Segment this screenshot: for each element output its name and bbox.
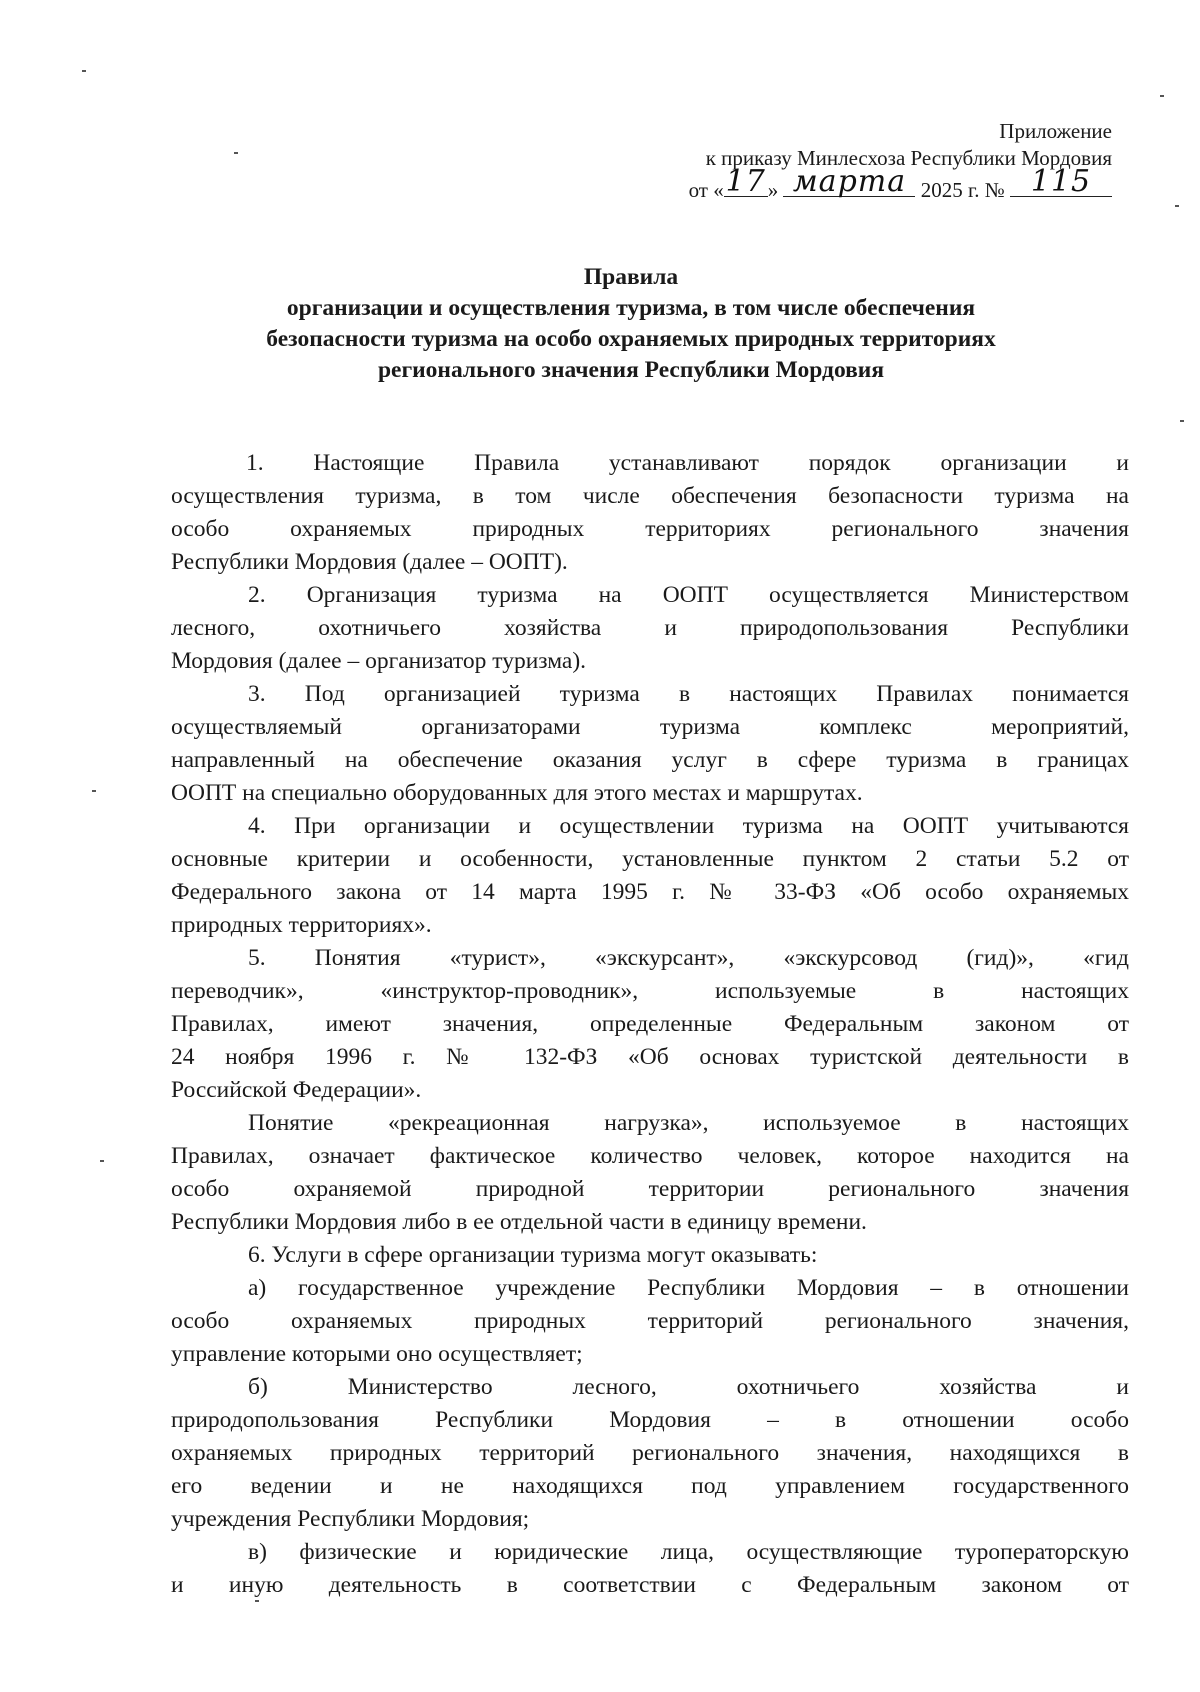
scan-speck <box>255 1600 259 1602</box>
date-month-field <box>783 164 915 199</box>
paragraph-line: его ведении и не находящихся под управлением государственного <box>171 1473 1129 1499</box>
paragraph-line: охраняемых природных территорий регионального значения, находящихся в <box>171 1440 1129 1466</box>
paragraph-line: в) физические и юридические лица, осуществляющие туроператорскую <box>248 1539 1129 1565</box>
date-mid: » <box>767 178 779 202</box>
scan-speck <box>234 152 238 154</box>
paragraph-line: переводчик», «инструктор-проводник», используемые в настоящих <box>171 978 1129 1004</box>
handwritten-day: 17 <box>725 164 766 199</box>
order-number-field <box>1010 164 1112 199</box>
paragraph-line: Правилах, означает фактическое количество человек, которое находится на <box>171 1143 1129 1169</box>
paragraph-line: 5. Понятия «турист», «экскурсант», «экскурсовод (гид)», «гид <box>248 945 1129 971</box>
paragraph-line: осуществляемый организаторами туризма комплекс мероприятий, <box>171 714 1129 740</box>
paragraph-line: особо охраняемой природной территории регионального значения <box>171 1176 1129 1202</box>
paragraph-line: Понятие «рекреационная нагрузка», используемое в настоящих <box>248 1110 1129 1136</box>
paragraph-line: лесного, охотничьего хозяйства и природопользования Республики <box>171 615 1129 641</box>
date-year: 2025 г. № <box>920 178 1005 202</box>
paragraph-line: 24 ноября 1996 г. № 132-ФЗ «Об основах туристской деятельности в <box>171 1044 1129 1070</box>
paragraph-line: Российской Федерации». <box>171 1077 422 1103</box>
document-body <box>171 447 1129 1602</box>
paragraph-line: основные критерии и особенности, установленные пунктом 2 статьи 5.2 от <box>171 846 1129 872</box>
paragraph-line: особо охраняемых природных территорий регионального значения, <box>171 1308 1129 1334</box>
appendix-label: Приложение <box>999 119 1112 143</box>
paragraph-line: природопользования Республики Мордовия – в отношении особо <box>171 1407 1129 1433</box>
document-title <box>150 262 1112 386</box>
paragraph-line: 4. При организации и осуществлении туризма на ООПТ учитываются <box>248 813 1129 839</box>
paragraph-line: Республики Мордовия либо в ее отдельной части в единицу времени. <box>171 1209 867 1235</box>
scan-speck <box>92 790 96 792</box>
paragraph-line: природных территориях». <box>171 912 432 938</box>
scan-speck <box>1180 420 1184 422</box>
appendix-order-ref: к приказу Минлесхоза Республики Мордовия <box>705 146 1112 170</box>
paragraph-line: Республики Мордовия (далее – ООПТ). <box>171 549 568 575</box>
date-day-field <box>724 164 768 199</box>
paragraph-line: управление которыми оно осуществляет; <box>171 1341 583 1367</box>
scan-speck <box>82 70 86 72</box>
paragraph-line: Правилах, имеют значения, определенные Федеральным законом от <box>171 1011 1129 1037</box>
scan-speck <box>1175 205 1179 207</box>
scan-speck <box>1160 95 1164 97</box>
paragraph-line: 6. Услуги в сфере организации туризма могут оказывать: <box>248 1242 818 1268</box>
paragraph-line: а) государственное учреждение Республики Мордовия – в отношении <box>248 1275 1129 1301</box>
paragraph-line: 1. Настоящие Правила устанавливают порядок организации и <box>246 450 1129 476</box>
appendix-date-line <box>688 164 1112 204</box>
title-line-2: организации и осуществления туризма, в том числе обеспечения <box>286 295 976 321</box>
title-line-1: Правила <box>583 264 679 290</box>
paragraph-line: направленный на обеспечение оказания услуг в сфере туризма в границах <box>171 747 1129 773</box>
scan-speck <box>100 1160 104 1162</box>
paragraph-line: Мордовия (далее – организатор туризма). <box>171 648 587 674</box>
appendix-header <box>689 118 1112 204</box>
title-line-3: безопасности туризма на особо охраняемых природных территориях <box>266 326 996 352</box>
date-prefix: от « <box>688 178 724 202</box>
paragraph-line: учреждения Республики Мордовия; <box>171 1506 530 1532</box>
paragraph-line: осуществления туризма, в том числе обеспечения безопасности туризма на <box>171 483 1129 509</box>
paragraph-line: особо охраняемых природных территориях регионального значения <box>171 516 1129 542</box>
handwritten-month: марта <box>792 164 907 199</box>
paragraph-line: б) Министерство лесного, охотничьего хозяйства и <box>248 1374 1129 1400</box>
paragraph-line: 2. Организация туризма на ООПТ осуществляется Министерством <box>248 582 1129 608</box>
title-line-4: регионального значения Республики Мордовия <box>377 357 885 383</box>
paragraph-line: и иную деятельность в соответствии с Федеральным законом от <box>171 1572 1129 1598</box>
handwritten-order-number: 115 <box>1030 164 1092 199</box>
paragraph-line: Федерального закона от 14 марта 1995 г. № 33-ФЗ «Об особо охраняемых <box>171 879 1129 905</box>
paragraph-line: ООПТ на специально оборудованных для этого местах и маршрутах. <box>171 780 863 806</box>
paragraph-line: 3. Под организацией туризма в настоящих Правилах понимается <box>248 681 1129 707</box>
